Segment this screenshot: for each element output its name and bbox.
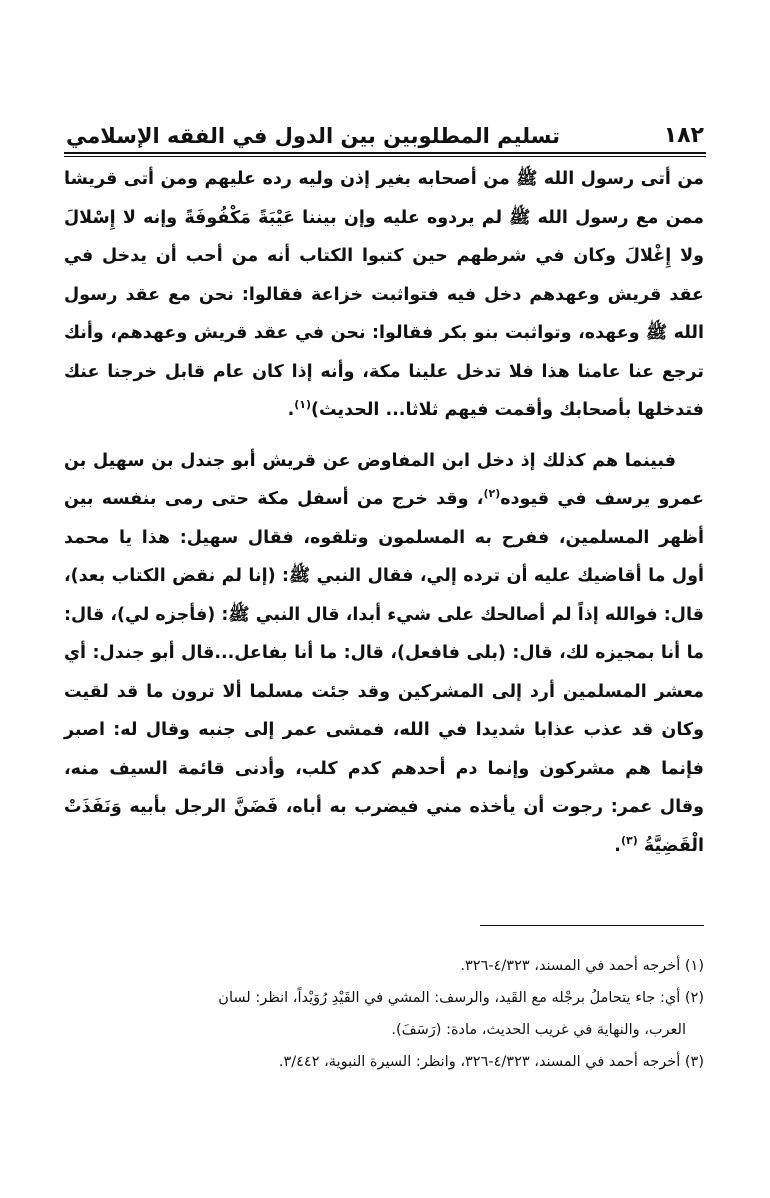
footnote-1: (١) أخرجه أحمد في المسند، ٤/٣٢٣-٣٢٦. (460, 958, 704, 974)
paragraph-1-end: . (287, 400, 295, 420)
page-number: ١٨٢ (663, 123, 704, 148)
paragraph-1 (64, 160, 704, 430)
paragraph-2-text-b: ، وقد خرج من أسفل مكة حتى رمى بنفسه بين أظهر المسلمين، ففرح به المسلمون وتلقوه، فقال سهيل: هذا يا محمد أول ما أقاضيك عليه أن ترده إلي، فقال النبي ﷺ: (إنا لم نقض الكتاب بعد)، قال: فوالله إذاً لم أصالحك على شيء أبدا، قال النبي ﷺ: (فأجزه لي)، قال: ما أنا بمجيزه لك، قال: (بلى فافعل)، قال: ما أنا بفاعل...قال أبو جندل: أي معشر المسلمين أرد إلى المشركين وقد جئت مسلما ألا ترون ما قد لقيت وكان قد عذب عذابا شديدا في الله، فمشى عمر إلى جنبه وقال له: اصبر فإنما هم مشركون وإنما دم أحدهم كدم كلب، وأدنى قائمة السيف منه، وقال عمر: رجوت أن يأخذه مني فيضرب به أباه، فَضَنَّ الرجل بأبيه وَنَفَذَتْ الْقَضِيَّةُ (64, 489, 704, 856)
footnotes (64, 950, 704, 1078)
header-rule (64, 152, 706, 157)
footnote-3: (٣) أخرجه أحمد في المسند، ٤/٣٢٣-٣٢٦، وانظر: السيرة النبوية، ٣/٤٤٢. (278, 1054, 704, 1070)
main-text (64, 160, 704, 865)
footnote-2-continued: العرب، والنهاية في غريب الحديث، مادة: (رَسَفَ). (391, 1022, 686, 1038)
footnote-separator (480, 925, 704, 926)
footnote-ref-2: (٢) (483, 487, 501, 501)
paragraph-2-text-a: فبينما هم كذلك إذ دخل ابن المفاوض عن قريش أبو جندل بن سهيل بن عمرو يرسف في قيوده (64, 450, 704, 509)
running-title: تسليم المطلوبين بين الدول في الفقه الإسلامي (66, 124, 561, 148)
footnote-ref-1: (١) (294, 398, 312, 412)
page-header (66, 112, 704, 148)
footnote-2: (٢) أي: جاء يتحاملُ برجْله مع القَيد، والرسف: المشي في القَيْدِ رُوَيْداً، انظر: لسان (218, 990, 704, 1006)
paragraph-1-text: من أتى رسول الله ﷺ من أصحابه بغير إذن وليه رده عليهم ومن أتى قريشا ممن مع رسول الله ﷺ لم يردوه عليه وإن بيننا عَيْبَةً مَكْفُوفَةً وإنه لا إِسْلالَ ولا إِغْلالَ وكان في شرطهم حين كتبوا الكتاب أنه من أحب أن يدخل في عقد قريش وعهدهم دخل فيه فتواثبت خزاعة فقالوا: نحن مع عقد رسول الله ﷺ وعهده، وتواثبت بنو بكر فقالوا: نحن في عقد قريش وعهدهم، وأنك ترجع عنا عامنا هذا فلا تدخل علينا مكة، وأنه إذا كان عام قابل خرجنا عنك فتدخلها بأصحابك وأقمت فيهم ثلاثا... الحديث) (64, 169, 704, 420)
paragraph-2 (64, 442, 704, 866)
footnote-ref-3: (٣) (620, 833, 638, 847)
paragraph-2-end: . (614, 835, 621, 856)
